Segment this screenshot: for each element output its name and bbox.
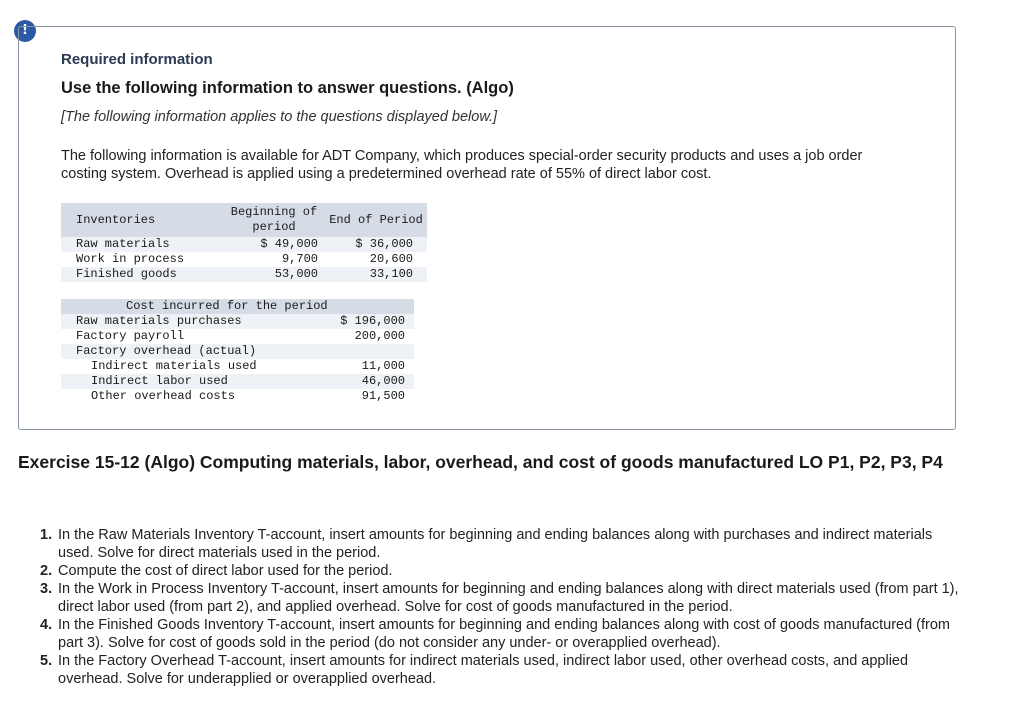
row-label: Finished goods: [61, 267, 223, 282]
row-label: Raw materials purchases: [61, 314, 321, 329]
begin-value: 53,000: [223, 267, 325, 282]
row-label: Indirect labor used: [61, 374, 321, 389]
costs-table: [61, 299, 414, 404]
inventories-header-row: [61, 203, 427, 237]
table-row: [61, 314, 414, 329]
table-row: [61, 329, 414, 344]
list-item: [40, 616, 960, 652]
company-description: The following information is available for ADT Company, which produces special-order security products and uses a job order costing system. Overhead is applied using a predetermined overhead rate of 55% of direct labor cost.: [61, 148, 863, 182]
table-row: [61, 359, 414, 374]
end-value: $ 36,000: [325, 237, 427, 252]
row-label: Indirect materials used: [91, 359, 257, 373]
list-item: [40, 562, 960, 580]
beginning-header: [223, 203, 325, 237]
row-label: Other overhead costs: [91, 389, 236, 403]
question-text: In the Finished Goods Inventory T-account, insert amounts for beginning and ending balances along with cost of goods manufactured (from part 3). Solve for cost of goods sold in the period (do not consider any under- or overapplied overhead).: [58, 617, 951, 651]
inventories-header: Inventories: [61, 203, 223, 237]
costs-header: Cost incurred for the period: [61, 299, 414, 314]
table-row: [61, 237, 427, 252]
required-information-label: Required information: [61, 51, 213, 68]
begin-value: $ 49,000: [223, 237, 325, 252]
question-number: 5.: [40, 653, 53, 669]
question-text: In the Raw Materials Inventory T-account, insert amounts for beginning and ending balances along with purchases and indirect materials used. Solve for direct materials used in the period.: [58, 527, 933, 561]
inventories-table: [61, 203, 427, 282]
instructions-heading: Use the following information to answer questions. (Algo): [61, 79, 514, 97]
table-row: [61, 344, 414, 359]
row-label: Work in process: [76, 252, 185, 266]
question-number: 2.: [40, 563, 53, 579]
end-value: 20,600: [369, 252, 413, 266]
end-header: End of Period: [325, 203, 427, 237]
question-number: 3.: [40, 581, 53, 597]
list-item: [40, 580, 960, 616]
applies-note: [The following information applies to the questions displayed below.]: [61, 109, 498, 125]
cost-value: 91,500: [361, 389, 405, 403]
list-item: [40, 526, 960, 562]
question-list: [40, 526, 960, 688]
table-row: [61, 389, 414, 404]
alert-icon: !: [14, 20, 36, 42]
row-label: Factory overhead (actual): [61, 344, 321, 359]
row-label: Factory payroll: [76, 329, 185, 343]
cost-value: [321, 344, 414, 359]
exercise-title: Exercise 15-12 (Algo) Computing materials, labor, overhead, and cost of goods manufactured LO P1, P2, P3, P4: [18, 452, 943, 472]
table-row: [61, 267, 427, 282]
question-text: Compute the cost of direct labor used for the period.: [58, 563, 393, 579]
row-label: Raw materials: [61, 237, 223, 252]
cost-value: 11,000: [361, 359, 405, 373]
list-item: [40, 652, 960, 688]
cost-value: $ 196,000: [321, 314, 414, 329]
beginning-header-text: Beginning of period: [230, 205, 318, 234]
question-text: In the Work in Process Inventory T-account, insert amounts for beginning and ending balances along with direct materials used (from part 1), direct labor used (from part 2), and applied overhead. Solve for cost of goods manufactured in the period.: [58, 581, 959, 615]
table-row: [61, 252, 427, 267]
end-value: 33,100: [325, 267, 427, 282]
table-row: [61, 374, 414, 389]
question-text: In the Factory Overhead T-account, insert amounts for indirect materials used, indirect labor used, other overhead costs, and applied overhead. Solve for underapplied or overapplied overhead.: [58, 653, 909, 687]
cost-value: 46,000: [321, 374, 414, 389]
question-number: 1.: [40, 527, 53, 543]
question-number: 4.: [40, 617, 53, 633]
cost-value: 200,000: [354, 329, 405, 343]
begin-value: 9,700: [281, 252, 318, 266]
costs-header-row: [61, 299, 414, 314]
